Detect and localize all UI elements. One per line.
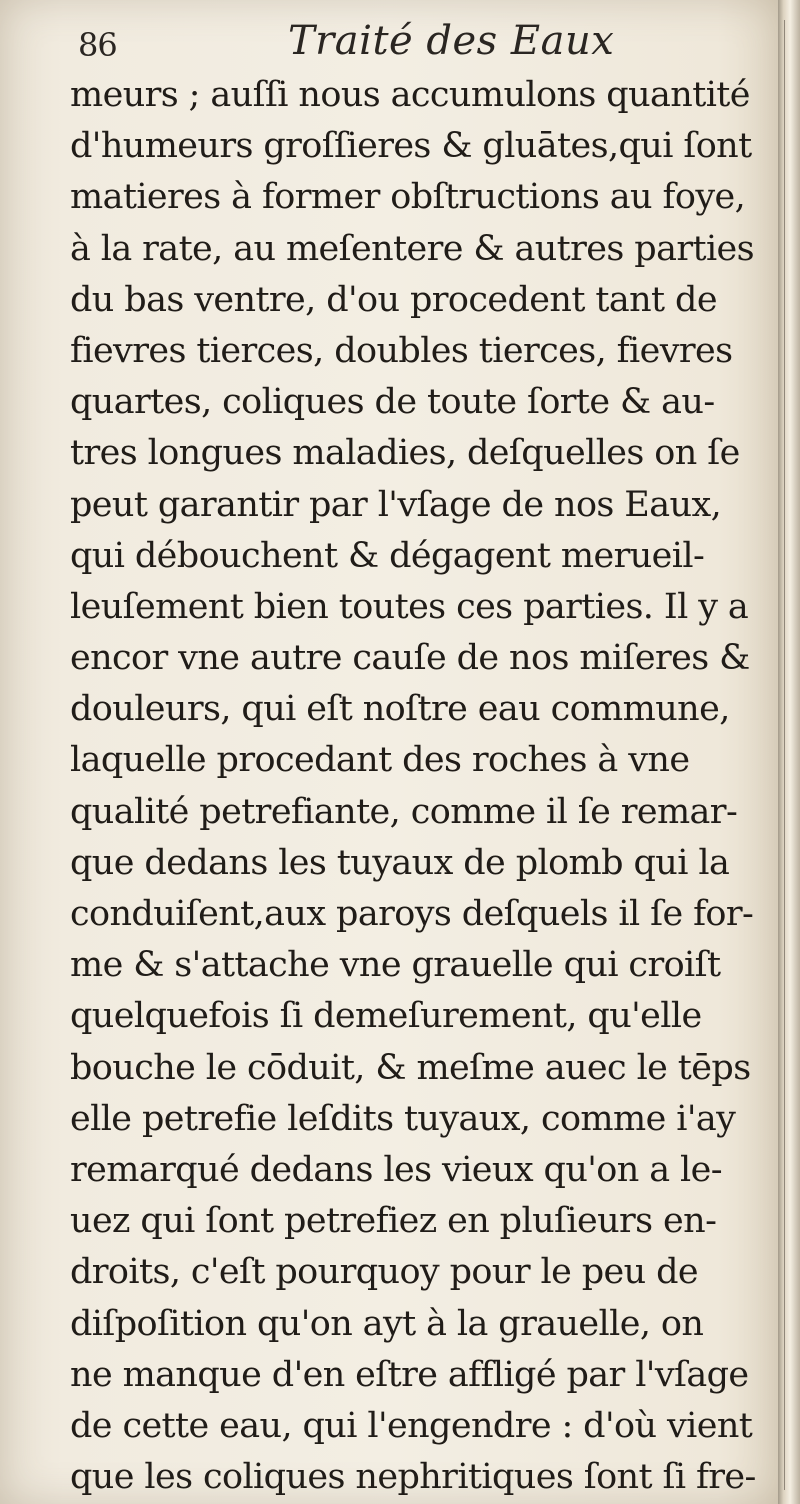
text-line: conduiſent,aux paroys deſquels il ſe for-: [70, 894, 754, 934]
text-line: leuſement bien toutes ces parties. Il y a: [70, 586, 749, 627]
text-line: droits, c'eſt pourquoy pour le peu de: [70, 1252, 699, 1293]
text-line: laquelle procedant des roches à vne: [70, 740, 690, 781]
text-line: de cette eau, qui l'engendre : d'où vient: [70, 1405, 753, 1446]
text-line: remarqué dedans les vieux qu'on a le-: [70, 1149, 722, 1190]
text-line: uez qui ſont petrefiez en pluſieurs en-: [70, 1201, 717, 1242]
text-line: tres longues maladies, deſquelles on ſe: [70, 433, 740, 474]
text-line: encor vne autre cauſe de nos miſeres &: [70, 638, 750, 679]
text-line: du bas ventre, d'ou procedent tant de: [70, 279, 717, 320]
text-line: douleurs, qui eſt noſtre eau commune,: [70, 689, 730, 730]
text-line: qualité petrefiante, comme il ſe remar-: [70, 791, 738, 832]
text-line: matieres à former obſtructions au foye,: [70, 177, 746, 218]
text-line: fievres tierces, doubles tierces, fievres: [70, 330, 733, 371]
binding-shadow-line: [784, 20, 785, 1490]
page-edge: [778, 0, 800, 1504]
text-line: bouche le cōduit, & meſme auec le tēps: [70, 1047, 751, 1088]
text-line: ne manque d'en eſtre affligé par l'vſage: [70, 1354, 749, 1395]
text-line: diſpoſition qu'on ayt à la grauelle, on: [70, 1303, 704, 1344]
text-line: peut garantir par l'vſage de nos Eaux,: [70, 484, 722, 525]
text-line: à la rate, au meſentere & autres parties: [70, 228, 755, 269]
text-line: quartes, coliques de toute ſorte & au-: [70, 382, 715, 423]
text-line: me & s'attache vne grauelle qui croiſt: [70, 945, 721, 986]
running-title: Traité des Eaux: [288, 18, 615, 64]
body-text: [70, 70, 770, 1503]
text-line: d'humeurs groſſieres & gluātes,qui ſont: [70, 126, 752, 167]
text-line: elle petrefie leſdits tuyaux, comme i'ay: [70, 1098, 736, 1139]
page-header: [78, 18, 718, 66]
text-line: qui débouchent & dégagent merueil-: [70, 535, 705, 576]
text-line: meurs ; auſſi nous accumulons quantité: [70, 75, 750, 115]
text-line: que dedans les tuyaux de plomb qui la: [70, 842, 730, 883]
page-number: 86: [78, 26, 117, 64]
text-line: que les coliques nephritiques ſont ſi fre-: [70, 1457, 756, 1498]
text-line: quelquefois ſi demeſurement, qu'elle: [70, 996, 702, 1037]
